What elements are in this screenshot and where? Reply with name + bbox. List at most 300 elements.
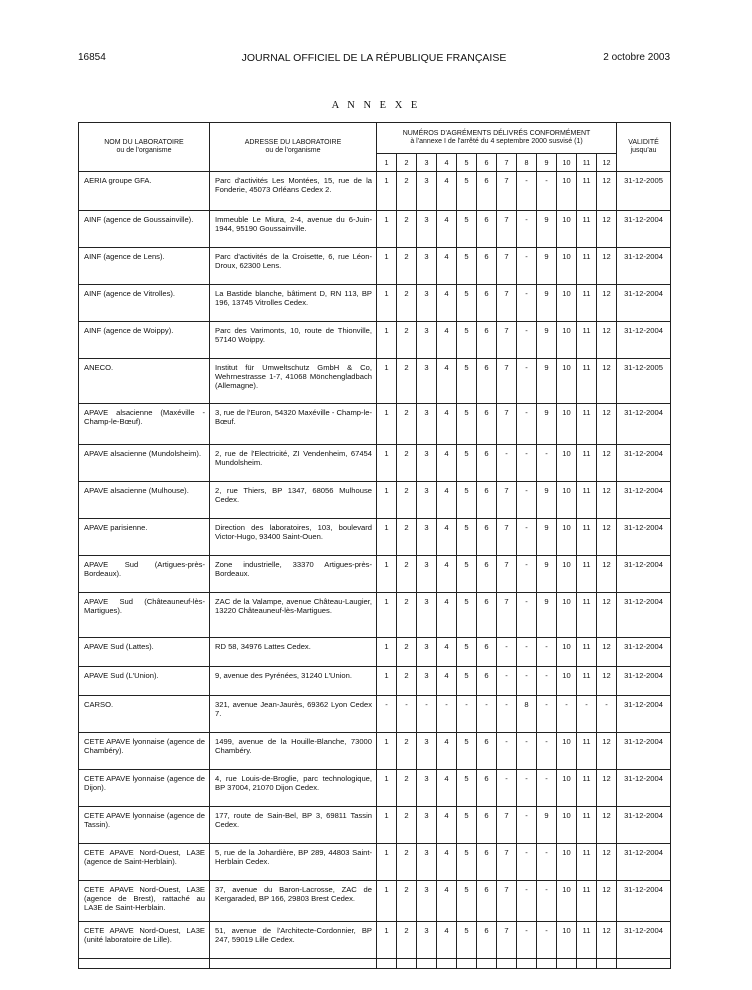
approval-number-cell: - bbox=[437, 696, 457, 733]
number-column-header: 5 bbox=[457, 154, 477, 172]
approval-number-cell: 11 bbox=[577, 519, 597, 556]
approval-number-cell: 9 bbox=[537, 807, 557, 844]
approval-number-cell: 3 bbox=[417, 844, 437, 881]
laboratory-name: APAVE alsacienne (Mulhouse). bbox=[79, 482, 210, 519]
laboratory-address: 4, rue Louis-de-Broglie, parc technologique, BP 37004, 21070 Dijon Cedex. bbox=[210, 770, 377, 807]
approval-number-cell: 7 bbox=[497, 482, 517, 519]
approval-number-cell: 3 bbox=[417, 881, 437, 922]
approval-number-cell: - bbox=[537, 667, 557, 696]
approval-number-cell: 1 bbox=[377, 556, 397, 593]
col-numbers-header: NUMÉROS D'AGRÉMENTS DÉLIVRÉS CONFORMÉMENT à l'annexe I de l'arrêté du 4 septembre 2000 susvisé (1) bbox=[377, 123, 617, 154]
approval-number-cell: 2 bbox=[397, 556, 417, 593]
approval-number-cell: 2 bbox=[397, 445, 417, 482]
approval-number-cell: 10 bbox=[557, 556, 577, 593]
approval-number-cell: 12 bbox=[597, 593, 617, 638]
validity-date: 31-12-2004 bbox=[617, 248, 671, 285]
approval-number-cell: 9 bbox=[537, 248, 557, 285]
validity-date: 31-12-2004 bbox=[617, 593, 671, 638]
laboratory-name: AINF (agence de Goussainville). bbox=[79, 211, 210, 248]
approval-number-cell: - bbox=[537, 696, 557, 733]
table-row bbox=[79, 359, 671, 404]
approval-number-cell: 10 bbox=[557, 881, 577, 922]
approval-number-cell: 5 bbox=[457, 770, 477, 807]
approval-number-cell: 5 bbox=[457, 638, 477, 667]
empty-cell bbox=[597, 959, 617, 969]
approval-number-cell: 4 bbox=[437, 638, 457, 667]
approval-number-cell: - bbox=[537, 445, 557, 482]
empty-cell bbox=[437, 959, 457, 969]
laboratory-address: 2, rue Thiers, BP 1347, 68056 Mulhouse Cedex. bbox=[210, 482, 377, 519]
approval-number-cell: 10 bbox=[557, 404, 577, 445]
approval-number-cell: 11 bbox=[577, 248, 597, 285]
laboratory-address: 9, avenue des Pyrénées, 31240 L'Union. bbox=[210, 667, 377, 696]
validity-date: 31-12-2005 bbox=[617, 172, 671, 211]
approval-number-cell: 1 bbox=[377, 404, 397, 445]
approval-number-cell: 7 bbox=[497, 285, 517, 322]
approval-number-cell: 3 bbox=[417, 770, 437, 807]
table-row bbox=[79, 770, 671, 807]
laboratory-address: Institut für Umweltschutz GmbH & Co, Wehrnestrasse 1-7, 41068 Mönchengladbach (Allemagne). bbox=[210, 359, 377, 404]
approval-number-cell: 11 bbox=[577, 172, 597, 211]
approval-number-cell: 1 bbox=[377, 638, 397, 667]
approval-number-cell: 5 bbox=[457, 807, 477, 844]
validity-date: 31-12-2004 bbox=[617, 211, 671, 248]
empty-cell bbox=[577, 959, 597, 969]
validity-date: 31-12-2004 bbox=[617, 556, 671, 593]
approval-number-cell: 1 bbox=[377, 881, 397, 922]
table-row bbox=[79, 593, 671, 638]
page-header bbox=[78, 52, 670, 66]
approval-number-cell: 5 bbox=[457, 211, 477, 248]
approval-number-cell: 11 bbox=[577, 285, 597, 322]
approval-number-cell: 4 bbox=[437, 445, 457, 482]
approval-number-cell: 2 bbox=[397, 593, 417, 638]
approval-number-cell: 2 bbox=[397, 482, 417, 519]
approval-number-cell: 2 bbox=[397, 770, 417, 807]
approval-number-cell: 10 bbox=[557, 285, 577, 322]
approval-number-cell: 12 bbox=[597, 881, 617, 922]
approval-number-cell: 6 bbox=[477, 844, 497, 881]
approval-number-cell: 1 bbox=[377, 211, 397, 248]
empty-cell bbox=[417, 959, 437, 969]
approval-number-cell: 2 bbox=[397, 638, 417, 667]
approval-number-cell: 12 bbox=[597, 519, 617, 556]
approval-number-cell: 7 bbox=[497, 593, 517, 638]
approval-number-cell: - bbox=[477, 696, 497, 733]
approval-number-cell: 6 bbox=[477, 881, 497, 922]
approval-number-cell: 2 bbox=[397, 844, 417, 881]
table-row bbox=[79, 482, 671, 519]
approval-number-cell: 6 bbox=[477, 359, 497, 404]
approval-number-cell: 2 bbox=[397, 922, 417, 959]
approval-number-cell: 2 bbox=[397, 667, 417, 696]
approval-number-cell: 1 bbox=[377, 445, 397, 482]
approval-number-cell: 12 bbox=[597, 359, 617, 404]
number-column-header: 9 bbox=[537, 154, 557, 172]
approval-number-cell: 1 bbox=[377, 922, 397, 959]
approval-number-cell: 4 bbox=[437, 172, 457, 211]
laboratory-name: CETE APAVE Nord-Ouest, LA3E (agence de Brest), rattaché au LA3E de Saint-Herblain. bbox=[79, 881, 210, 922]
approval-number-cell: 6 bbox=[477, 922, 497, 959]
approval-number-cell: 3 bbox=[417, 285, 437, 322]
approval-number-cell: 4 bbox=[437, 482, 457, 519]
approval-number-cell: 6 bbox=[477, 807, 497, 844]
approval-number-cell: 6 bbox=[477, 593, 497, 638]
approval-number-cell: 7 bbox=[497, 359, 517, 404]
approval-number-cell: 5 bbox=[457, 482, 477, 519]
approval-number-cell: 4 bbox=[437, 881, 457, 922]
approval-number-cell: - bbox=[497, 733, 517, 770]
laboratory-name: APAVE Sud (Artigues-près-Bordeaux). bbox=[79, 556, 210, 593]
table-row bbox=[79, 807, 671, 844]
approval-number-cell: 1 bbox=[377, 807, 397, 844]
approval-number-cell: 12 bbox=[597, 445, 617, 482]
approval-number-cell: 7 bbox=[497, 881, 517, 922]
approval-number-cell: 2 bbox=[397, 881, 417, 922]
approval-number-cell: - bbox=[517, 922, 537, 959]
approval-number-cell: 7 bbox=[497, 248, 517, 285]
table-row bbox=[79, 844, 671, 881]
approval-number-cell: 10 bbox=[557, 172, 577, 211]
approval-number-cell: 3 bbox=[417, 482, 437, 519]
empty-cell bbox=[477, 959, 497, 969]
validity-date: 31-12-2004 bbox=[617, 770, 671, 807]
validity-date: 31-12-2004 bbox=[617, 844, 671, 881]
approval-number-cell: 4 bbox=[437, 667, 457, 696]
approval-number-cell: 2 bbox=[397, 211, 417, 248]
validity-date: 31-12-2004 bbox=[617, 445, 671, 482]
table-row bbox=[79, 445, 671, 482]
approval-number-cell: 5 bbox=[457, 359, 477, 404]
approval-number-cell: 10 bbox=[557, 211, 577, 248]
approval-number-cell: 12 bbox=[597, 807, 617, 844]
approval-number-cell: - bbox=[517, 556, 537, 593]
laboratory-address: Parc des Varimonts, 10, route de Thionville, 57140 Woippy. bbox=[210, 322, 377, 359]
approval-number-cell: 5 bbox=[457, 445, 477, 482]
approval-number-cell: 6 bbox=[477, 285, 497, 322]
approval-number-cell: - bbox=[537, 172, 557, 211]
table-row bbox=[79, 922, 671, 959]
approval-number-cell: 12 bbox=[597, 211, 617, 248]
approval-number-cell: 3 bbox=[417, 922, 437, 959]
approval-number-cell: 12 bbox=[597, 922, 617, 959]
approval-number-cell: 3 bbox=[417, 172, 437, 211]
validity-date: 31-12-2004 bbox=[617, 482, 671, 519]
laboratory-name: CARSO. bbox=[79, 696, 210, 733]
approval-number-cell: 6 bbox=[477, 172, 497, 211]
approval-number-cell: 12 bbox=[597, 667, 617, 696]
number-column-header: 11 bbox=[577, 154, 597, 172]
approval-number-cell: 1 bbox=[377, 519, 397, 556]
laboratory-address: RD 58, 34976 Lattes Cedex. bbox=[210, 638, 377, 667]
approval-number-cell: 10 bbox=[557, 922, 577, 959]
approval-number-cell: 7 bbox=[497, 922, 517, 959]
approval-number-cell: - bbox=[497, 770, 517, 807]
validity-date: 31-12-2004 bbox=[617, 733, 671, 770]
approval-number-cell: 3 bbox=[417, 322, 437, 359]
approval-number-cell: 7 bbox=[497, 807, 517, 844]
empty-cell bbox=[537, 959, 557, 969]
approval-number-cell: - bbox=[537, 844, 557, 881]
approval-number-cell: 11 bbox=[577, 638, 597, 667]
approval-number-cell: - bbox=[537, 922, 557, 959]
empty-cell bbox=[457, 959, 477, 969]
approval-number-cell: - bbox=[497, 667, 517, 696]
approval-number-cell: - bbox=[417, 696, 437, 733]
empty-cell bbox=[79, 959, 210, 969]
laboratory-address: Parc d'activités de la Croisette, 6, rue Léon-Droux, 62300 Lens. bbox=[210, 248, 377, 285]
approval-number-cell: - bbox=[537, 733, 557, 770]
approval-number-cell: 1 bbox=[377, 172, 397, 211]
validity-date: 31-12-2004 bbox=[617, 667, 671, 696]
approval-number-cell: - bbox=[537, 638, 557, 667]
approval-number-cell: 5 bbox=[457, 844, 477, 881]
validity-date: 31-12-2005 bbox=[617, 359, 671, 404]
approval-number-cell: 2 bbox=[397, 359, 417, 404]
approval-number-cell: - bbox=[517, 770, 537, 807]
approval-number-cell: 4 bbox=[437, 519, 457, 556]
approval-number-cell: 1 bbox=[377, 359, 397, 404]
approval-number-cell: 11 bbox=[577, 593, 597, 638]
approval-number-cell: 12 bbox=[597, 844, 617, 881]
approval-number-cell: - bbox=[517, 638, 537, 667]
approval-number-cell: 6 bbox=[477, 519, 497, 556]
laboratory-address: Immeuble Le Miura, 2-4, avenue du 6-Juin-1944, 95190 Goussainville. bbox=[210, 211, 377, 248]
approval-number-cell: 5 bbox=[457, 285, 477, 322]
empty-cell bbox=[557, 959, 577, 969]
approval-number-cell: 11 bbox=[577, 881, 597, 922]
approval-number-cell: 8 bbox=[517, 696, 537, 733]
approval-number-cell: 3 bbox=[417, 445, 437, 482]
approval-number-cell: 1 bbox=[377, 733, 397, 770]
approval-number-cell: 10 bbox=[557, 519, 577, 556]
approval-number-cell: 2 bbox=[397, 172, 417, 211]
approval-number-cell: - bbox=[497, 445, 517, 482]
approval-number-cell: 2 bbox=[397, 248, 417, 285]
approval-number-cell: 10 bbox=[557, 807, 577, 844]
approval-number-cell: 10 bbox=[557, 445, 577, 482]
approval-number-cell: 9 bbox=[537, 359, 557, 404]
approval-number-cell: 9 bbox=[537, 482, 557, 519]
validity-date: 31-12-2004 bbox=[617, 638, 671, 667]
approval-number-cell: 3 bbox=[417, 733, 437, 770]
approval-number-cell: 11 bbox=[577, 844, 597, 881]
empty-cell bbox=[210, 959, 377, 969]
approval-number-cell: - bbox=[497, 696, 517, 733]
approval-number-cell: 5 bbox=[457, 248, 477, 285]
approval-number-cell: 11 bbox=[577, 404, 597, 445]
approval-number-cell: 12 bbox=[597, 733, 617, 770]
approval-number-cell: 1 bbox=[377, 844, 397, 881]
approval-number-cell: 1 bbox=[377, 322, 397, 359]
approval-number-cell: 3 bbox=[417, 248, 437, 285]
table-row bbox=[79, 733, 671, 770]
number-column-header: 3 bbox=[417, 154, 437, 172]
approval-number-cell: 10 bbox=[557, 844, 577, 881]
approval-number-cell: 11 bbox=[577, 445, 597, 482]
approval-number-cell: - bbox=[377, 696, 397, 733]
approval-number-cell: 7 bbox=[497, 172, 517, 211]
approval-number-cell: - bbox=[517, 593, 537, 638]
approval-number-cell: 5 bbox=[457, 593, 477, 638]
approval-number-cell: 12 bbox=[597, 172, 617, 211]
approval-number-cell: - bbox=[557, 696, 577, 733]
approval-number-cell: 12 bbox=[597, 638, 617, 667]
approval-number-cell: 3 bbox=[417, 359, 437, 404]
approval-number-cell: 4 bbox=[437, 248, 457, 285]
approval-number-cell: 5 bbox=[457, 404, 477, 445]
approval-number-cell: 10 bbox=[557, 593, 577, 638]
approval-number-cell: 9 bbox=[537, 322, 557, 359]
approval-number-cell: 4 bbox=[437, 922, 457, 959]
approval-number-cell: 11 bbox=[577, 922, 597, 959]
laboratory-name: APAVE alsacienne (Maxéville - Champ-le-Bœuf). bbox=[79, 404, 210, 445]
number-column-header: 2 bbox=[397, 154, 417, 172]
table-row bbox=[79, 211, 671, 248]
approval-number-cell: 4 bbox=[437, 770, 457, 807]
approval-number-cell: 1 bbox=[377, 770, 397, 807]
validity-date: 31-12-2004 bbox=[617, 807, 671, 844]
approval-number-cell: 6 bbox=[477, 322, 497, 359]
approval-number-cell: - bbox=[517, 733, 537, 770]
approval-number-cell: 2 bbox=[397, 519, 417, 556]
approval-number-cell: 10 bbox=[557, 359, 577, 404]
approval-number-cell: 6 bbox=[477, 248, 497, 285]
page-number: 16854 bbox=[78, 52, 106, 63]
approval-number-cell: 2 bbox=[397, 733, 417, 770]
approval-number-cell: 3 bbox=[417, 404, 437, 445]
approval-number-cell: - bbox=[517, 285, 537, 322]
approval-number-cell: 7 bbox=[497, 556, 517, 593]
approval-number-cell: 11 bbox=[577, 211, 597, 248]
approval-number-cell: 2 bbox=[397, 404, 417, 445]
approval-number-cell: 4 bbox=[437, 807, 457, 844]
approval-number-cell: 11 bbox=[577, 556, 597, 593]
laboratory-address: Parc d'activités Les Montées, 15, rue de la Fonderie, 45073 Orléans Cedex 2. bbox=[210, 172, 377, 211]
approval-number-cell: 2 bbox=[397, 285, 417, 322]
approval-number-cell: 3 bbox=[417, 593, 437, 638]
laboratory-name: APAVE Sud (Lattes). bbox=[79, 638, 210, 667]
approval-number-cell: 11 bbox=[577, 807, 597, 844]
number-column-header: 6 bbox=[477, 154, 497, 172]
number-column-header: 8 bbox=[517, 154, 537, 172]
approval-number-cell: - bbox=[497, 638, 517, 667]
laboratory-name: CETE APAVE Nord-Ouest, LA3E (agence de Saint-Herblain). bbox=[79, 844, 210, 881]
approval-number-cell: 3 bbox=[417, 667, 437, 696]
approval-number-cell: 6 bbox=[477, 667, 497, 696]
empty-cell bbox=[517, 959, 537, 969]
approval-number-cell: 5 bbox=[457, 519, 477, 556]
approval-number-cell: - bbox=[517, 322, 537, 359]
laboratory-address: ZAC de la Valampe, avenue Château-Laugier, 13220 Châteauneuf-lès-Martigues. bbox=[210, 593, 377, 638]
laboratory-name: CETE APAVE Nord-Ouest, LA3E (unité laboratoire de Lille). bbox=[79, 922, 210, 959]
laboratory-name: ANECO. bbox=[79, 359, 210, 404]
empty-cell bbox=[497, 959, 517, 969]
approval-number-cell: 3 bbox=[417, 638, 437, 667]
approval-number-cell: 3 bbox=[417, 519, 437, 556]
laboratory-address: 177, route de Sain-Bel, BP 3, 69811 Tassin Cedex. bbox=[210, 807, 377, 844]
approval-number-cell: 5 bbox=[457, 556, 477, 593]
validity-date: 31-12-2004 bbox=[617, 881, 671, 922]
approval-number-cell: 10 bbox=[557, 638, 577, 667]
laboratory-address: 37, avenue du Baron-Lacrosse, ZAC de Kergaraded, BP 166, 29803 Brest Cedex. bbox=[210, 881, 377, 922]
approval-number-cell: - bbox=[397, 696, 417, 733]
approval-number-cell: 1 bbox=[377, 667, 397, 696]
approval-number-cell: - bbox=[577, 696, 597, 733]
validity-date: 31-12-2004 bbox=[617, 404, 671, 445]
publication-date: 2 octobre 2003 bbox=[603, 52, 670, 63]
laboratory-name: APAVE Sud (L'Union). bbox=[79, 667, 210, 696]
laboratory-address: 3, rue de l'Euron, 54320 Maxéville - Champ-le-Bœuf. bbox=[210, 404, 377, 445]
approval-number-cell: 11 bbox=[577, 733, 597, 770]
laboratory-address: 51, avenue de l'Architecte-Cordonnier, BP 247, 59019 Lille Cedex. bbox=[210, 922, 377, 959]
approval-number-cell: - bbox=[517, 519, 537, 556]
approval-number-cell: 6 bbox=[477, 211, 497, 248]
table-row bbox=[79, 172, 671, 211]
table-row bbox=[79, 248, 671, 285]
annexe-title: A N N E X E bbox=[331, 100, 421, 111]
approval-number-cell: 10 bbox=[557, 770, 577, 807]
number-column-header: 4 bbox=[437, 154, 457, 172]
approval-number-cell: 12 bbox=[597, 482, 617, 519]
approval-number-cell: 4 bbox=[437, 404, 457, 445]
table-row bbox=[79, 638, 671, 667]
empty-cell bbox=[617, 959, 671, 969]
approval-number-cell: 5 bbox=[457, 881, 477, 922]
empty-cell bbox=[377, 959, 397, 969]
approval-number-cell: - bbox=[517, 172, 537, 211]
approval-number-cell: 11 bbox=[577, 359, 597, 404]
approval-number-cell: - bbox=[517, 482, 537, 519]
approval-number-cell: 10 bbox=[557, 667, 577, 696]
approval-number-cell: 10 bbox=[557, 248, 577, 285]
col-name-header: NOM DU LABORATOIRE ou de l'organisme bbox=[79, 123, 210, 172]
laboratory-name: AINF (agence de Lens). bbox=[79, 248, 210, 285]
laboratory-address: 1499, avenue de la Houille-Blanche, 73000 Chambéry. bbox=[210, 733, 377, 770]
approval-number-cell: 12 bbox=[597, 248, 617, 285]
number-column-header: 1 bbox=[377, 154, 397, 172]
approval-number-cell: 9 bbox=[537, 404, 557, 445]
approval-number-cell: 7 bbox=[497, 519, 517, 556]
approval-number-cell: - bbox=[517, 211, 537, 248]
approval-number-cell: 11 bbox=[577, 770, 597, 807]
table-row bbox=[79, 556, 671, 593]
approval-number-cell: - bbox=[457, 696, 477, 733]
laboratory-name: AINF (agence de Vitrolles). bbox=[79, 285, 210, 322]
approval-number-cell: 4 bbox=[437, 211, 457, 248]
approval-number-cell: 9 bbox=[537, 211, 557, 248]
approval-number-cell: 3 bbox=[417, 556, 437, 593]
laboratory-address: Direction des laboratoires, 103, boulevard Victor-Hugo, 93400 Saint-Ouen. bbox=[210, 519, 377, 556]
approval-number-cell: 6 bbox=[477, 482, 497, 519]
approval-number-cell: 4 bbox=[437, 556, 457, 593]
approval-number-cell: 11 bbox=[577, 667, 597, 696]
approval-number-cell: 11 bbox=[577, 482, 597, 519]
validity-date: 31-12-2004 bbox=[617, 519, 671, 556]
approval-number-cell: - bbox=[517, 404, 537, 445]
laboratory-name: AERIA groupe GFA. bbox=[79, 172, 210, 211]
approval-number-cell: - bbox=[517, 445, 537, 482]
table-row bbox=[79, 667, 671, 696]
approval-number-cell: 1 bbox=[377, 285, 397, 322]
approval-number-cell: 9 bbox=[537, 593, 557, 638]
approval-number-cell: 7 bbox=[497, 322, 517, 359]
approval-number-cell: 5 bbox=[457, 733, 477, 770]
laboratory-address: 2, rue de l'Electricité, ZI Vendenheim, 67454 Mundolsheim. bbox=[210, 445, 377, 482]
laboratory-address: 5, rue de la Johardière, BP 289, 44803 Saint-Herblain Cedex. bbox=[210, 844, 377, 881]
approval-number-cell: 4 bbox=[437, 844, 457, 881]
approval-number-cell: 7 bbox=[497, 404, 517, 445]
